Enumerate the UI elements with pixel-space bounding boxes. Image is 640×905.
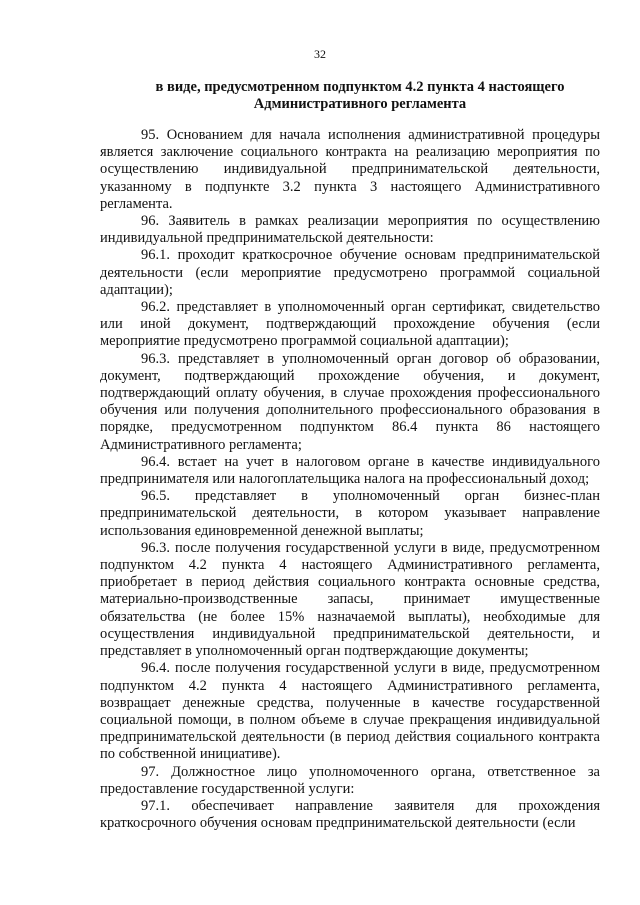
paragraph-96-5: 96.5. представляет в уполномоченный орган бизнес-план предпринимательской деятельности, в котором указывает направление использования единовременной денежной выплаты; bbox=[100, 488, 600, 539]
paragraph-96-2: 96.2. представляет в уполномоченный орган сертификат, свидетельство или иной документ, подтверждающий прохождение обучения (если мероприятие предусмотрено программой социальной адаптации); bbox=[100, 299, 600, 350]
paragraph-96-3: 96.3. представляет в уполномоченный орган договор об образовании, документ, подтверждающий прохождение обучения, и документ, подтверждающий оплату обучения, в случае прохождения профессионального обучения или получения дополнительного профессионального образования в порядке, предусмотренном подпунктом 86.4 пункта 86 настоящего Административного регламента; bbox=[100, 350, 600, 453]
paragraph-97-1: 97.1. обеспечивает направление заявителя для прохождения краткосрочного обучения основам предпринимательской деятельности (если bbox=[100, 797, 600, 832]
paragraph-95: 95. Основанием для начала исполнения административной процедуры является заключение социального контракта на реализацию мероприятия по осуществлению индивидуальной предпринимательской деятельности, указанному в подпункте 3.2 пункта 3 настоящего Административного регламента. bbox=[100, 127, 600, 212]
paragraph-96-4: 96.4. встает на учет в налоговом органе в качестве индивидуального предпринимателя или налогоплательщика налога на профессиональный доход; bbox=[100, 453, 600, 488]
page-number: 32 bbox=[314, 47, 326, 61]
heading-line-1: в виде, предусмотренном подпунктом 4.2 пункта 4 настоящего bbox=[155, 79, 565, 95]
section-heading bbox=[100, 79, 620, 113]
heading-line-2: Административного регламента bbox=[253, 96, 467, 112]
paragraph-96-4-b: 96.4. после получения государственной услуги в виде, предусмотренном подпунктом 4.2 пункта 4 настоящего Административного регламента, возвращает денежные средства, полученные в качестве государственной социальной помощи, в полном объеме в случае прекращения индивидуальной предпринимательской деятельности (в период действия социального контракта по собственной инициативе). bbox=[100, 660, 600, 763]
paragraph-97: 97. Должностное лицо уполномоченного органа, ответственное за предоставление государственной услуги: bbox=[100, 763, 600, 797]
paragraph-96: 96. Заявитель в рамках реализации мероприятия по осуществлению индивидуальной предпринимательской деятельности: bbox=[100, 213, 600, 247]
body-text bbox=[100, 127, 600, 832]
paragraph-96-1: 96.1. проходит краткосрочное обучение основам предпринимательской деятельности (если мероприятие предусмотрено программой социальной адаптации); bbox=[100, 247, 600, 298]
paragraph-96-3-b: 96.3. после получения государственной услуги в виде, предусмотренном подпунктом 4.2 пункта 4 настоящего Административного регламента, приобретает в период действия социального контракта основные средства, материально-производственные запасы, принимает имущественные обязательства (не более 15% назначаемой выплаты), необходимые для осуществления индивидуальной предпринимательской деятельности, и представляет в уполномоченный орган подтверждающие документы; bbox=[100, 539, 600, 660]
